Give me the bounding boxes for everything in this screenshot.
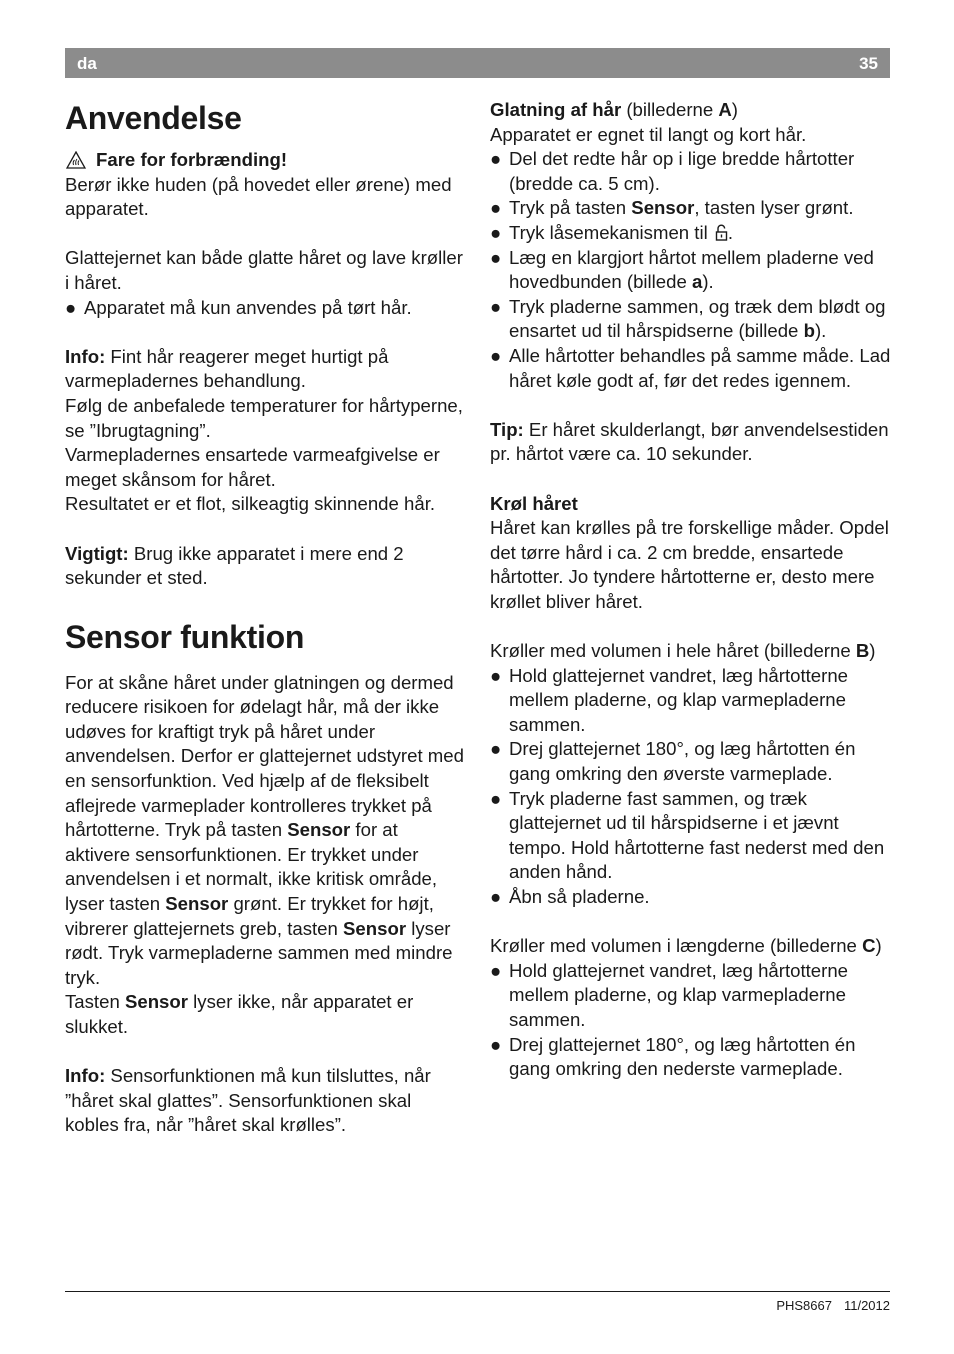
tip-note: Tip: Er håret skulderlangt, bør anvendelsestiden pr. hårtot være ca. 10 sekunder. bbox=[490, 418, 889, 465]
right-column bbox=[490, 98, 895, 1082]
info-heat-even: Varmepladernes ensartede varmeafgivelse er meget skånsom for håret. bbox=[65, 444, 440, 490]
model-number: PHS8667 bbox=[776, 1298, 832, 1313]
bullet-icon: ● bbox=[490, 295, 502, 317]
list-item: ● Alle hårtotter behandles på samme måde. Lad håret køle godt af, før det redes igennem. bbox=[490, 344, 891, 391]
page-footer bbox=[776, 1298, 890, 1313]
warning-triangle-icon bbox=[66, 151, 86, 169]
bullet-icon: ● bbox=[490, 148, 502, 170]
heading-sensor-funktion: Sensor funktion bbox=[65, 618, 305, 655]
list-item: ● Tryk pladerne sammen, og træk dem blødt og ensartet ud til hårspidserne (billede b). bbox=[490, 295, 886, 342]
krol-paragraph: Håret kan krølles på tre forskellige måder. Opdel det tørre hård i ca. 2 cm bredde, ensartede hårtotter. Jo tyndere hårtotterne er, desto mere krøllet bliver håret. bbox=[490, 517, 889, 612]
page-header-bar bbox=[65, 48, 890, 78]
bullet-icon: ● bbox=[65, 296, 77, 318]
volume-length-steps bbox=[490, 959, 895, 1082]
info-result: Resultatet er et flot, silkeagtig skinnende hår. bbox=[65, 493, 436, 515]
bullet-icon: ● bbox=[490, 787, 502, 809]
left-column bbox=[65, 98, 465, 1138]
bullet-icon: ● bbox=[490, 959, 502, 981]
bullet-icon: ● bbox=[490, 344, 502, 366]
sensor-off-paragraph: Tasten Sensor lyser ikke, når apparatet er slukket. bbox=[65, 991, 414, 1037]
info-temperatures: Følg de anbefalede temperaturer for hårtyperne, se ”Ibrugtagning”. bbox=[65, 394, 463, 441]
bullet-icon: ● bbox=[490, 197, 502, 219]
paragraph-glattejern: Glattejernet kan både glatte håret og lave krøller i håret. bbox=[65, 247, 463, 293]
important-note: Vigtigt: Brug ikke apparatet i mere end 2 sekunder et sted. bbox=[65, 542, 404, 589]
unlocked-padlock-icon bbox=[715, 224, 728, 241]
info-note: Info: Fint hår reagerer meget hurtigt på varmepladernes behandlung. bbox=[65, 345, 389, 392]
bullet-icon: ● bbox=[490, 246, 502, 268]
warning-heading bbox=[65, 148, 465, 173]
list-item: ● Drej glattejernet 180°, og læg hårtotten én gang omkring den nederste varmeplade. bbox=[490, 1033, 856, 1080]
list-item: ● Tryk låsemekanismen til . bbox=[490, 221, 895, 246]
bullet-item: ● Apparatet må kun anvendes på tørt hår. bbox=[65, 296, 465, 321]
bullet-icon: ● bbox=[490, 1033, 502, 1055]
volume-full-steps bbox=[490, 664, 895, 910]
bullet-icon: ● bbox=[490, 738, 502, 760]
volume-full-heading: Krøller med volumen i hele håret (billederne B) bbox=[490, 640, 876, 662]
krol-heading: Krøl håret bbox=[490, 492, 578, 514]
list-item: ● Del det redte hår op i lige bredde hårtotter (bredde ca. 5 cm). bbox=[490, 148, 855, 194]
sensor-paragraph: For at skåne håret under glatningen og dermed reducere risikoen for ødelagt hår, må der ikke udøves for kraftigt tryk på håret under anvendelsen. Derfor er glattejernet udstyret med en sensorfunktion. Ved hjælp af de fleksibelt aflejrede varmeplader kontrolleres trykket på hårtotterne. Tryk på tasten Sensor for at aktivere sensorfunktionen. Er trykket under anvendelsen i et normalt, ikke kritisk område, lyser tasten Sensor grønt. Er trykket for højt, vibrerer glattejernets greb, tasten Sensor lyser rødt. Tryk varmepladerne sammen med mindre tryk. bbox=[65, 671, 464, 988]
bullet-icon: ● bbox=[490, 221, 502, 243]
heading-anvendelse: Anvendelse bbox=[65, 100, 242, 136]
list-item: ● Tryk på tasten Sensor, tasten lyser grønt. bbox=[490, 196, 895, 221]
bullet-icon: ● bbox=[490, 664, 502, 686]
page-number: 35 bbox=[859, 54, 878, 73]
list-item: ● Læg en klargjort hårtot mellem pladerne ved hovedbunden (billede a). bbox=[490, 246, 874, 293]
glatning-heading: Glatning af hår (billederne A) bbox=[490, 99, 738, 120]
glatning-intro: Apparatet er egnet til langt og kort hår. bbox=[490, 123, 807, 145]
list-item: ● Tryk pladerne fast sammen, og træk glattejernet ud til hårspidserne i et jævnt tempo. Hold hårtotterne fast nederst med den anden hånd. bbox=[490, 787, 885, 883]
doc-date: 11/2012 bbox=[843, 1298, 890, 1313]
bullet-icon: ● bbox=[490, 886, 502, 907]
warning-text: Berør ikke huden (på hovedet eller ørene) med apparatet. bbox=[65, 173, 452, 220]
volume-length-heading: Krøller med volumen i længderne (billederne C) bbox=[490, 935, 882, 957]
footer-rule bbox=[65, 1291, 890, 1292]
list-item: ● Hold glattejernet vandret, læg hårtotterne mellem pladerne, og klap varmepladerne sammen. bbox=[490, 959, 849, 1030]
list-item: ● Hold glattejernet vandret, læg hårtotterne mellem pladerne, og klap varmepladerne sammen. bbox=[490, 664, 849, 735]
list-item: ● Åbn så pladerne. bbox=[490, 885, 895, 910]
list-item: ● Drej glattejernet 180°, og læg hårtotten én gang omkring den øverste varmeplade. bbox=[490, 738, 856, 785]
language-code: da bbox=[77, 54, 97, 73]
glatning-steps bbox=[490, 147, 895, 393]
warning-title: Fare for forbrænding! bbox=[96, 149, 288, 170]
info-sensor-note: Info: Sensorfunktionen må kun tilsluttes, når ”håret skal glattes”. Sensorfunktionen skal kobles fra, når ”håret skal krølles”. bbox=[65, 1065, 431, 1136]
